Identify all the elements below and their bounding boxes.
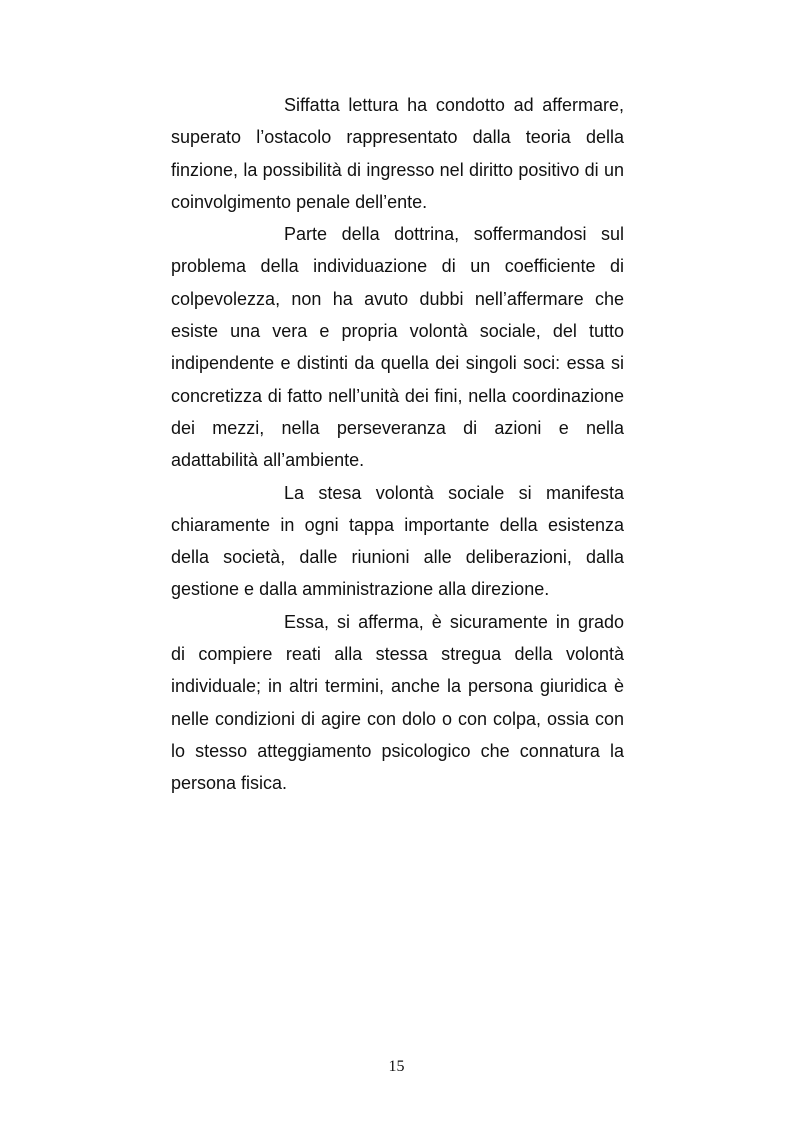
paragraph-4: Essa, si afferma, è sicuramente in grado di compiere reati alla stessa stregua della volontà individuale; in altri termini, anche la persona giuridica è nelle condizioni di agire con dolo o con colpa, ossia con lo stesso atteggiamento psicologico che connatura la persona fisica. xyxy=(171,611,624,794)
body-text xyxy=(171,89,624,800)
paragraph-2: Parte della dottrina, soffermandosi sul problema della individuazione di un coefficiente di colpevolezza, non ha avuto dubbi nell’affermare che esiste una vera e propria volontà sociale, del tutto indipendente e distinti da quella dei singoli soci: essa si concretizza di fatto nell’unità dei fini, nella coordinazione dei mezzi, nella perseveranza di azioni e nella adattabilità all’ambiente. xyxy=(171,224,624,471)
paragraph-3: La stesa volontà sociale si manifesta chiaramente in ogni tappa importante della esistenza della società, dalle riunioni alle deliberazioni, dalla gestione e dalla amministrazione alla direzione. xyxy=(171,482,624,600)
page-number: 15 xyxy=(388,1058,405,1075)
paragraph-1: Siffatta lettura ha condotto ad affermare, superato l’ostacolo rappresentato dalla teoria della finzione, la possibilità di ingresso nel diritto positivo di un coinvolgimento penale dell’ente. xyxy=(171,95,624,212)
